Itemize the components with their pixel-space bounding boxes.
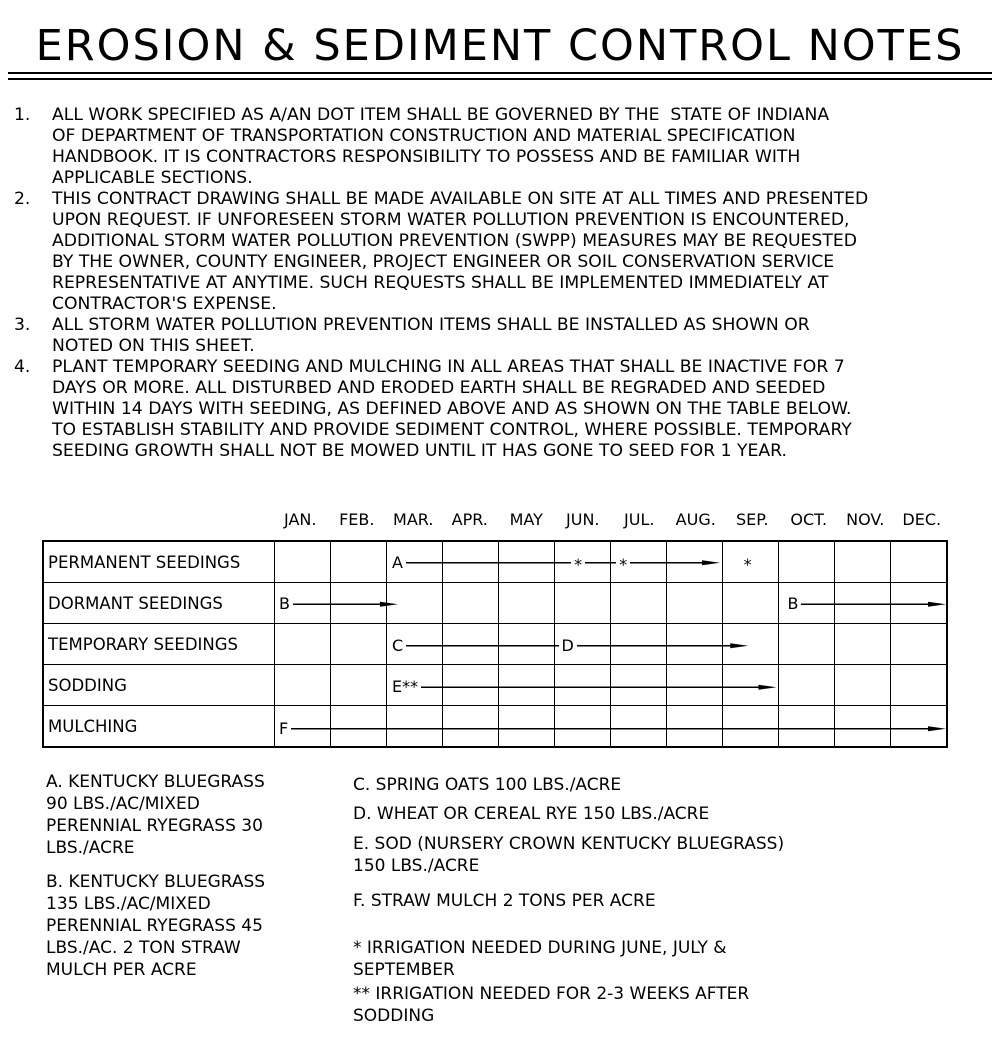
schedule-bar-mid-code: D — [559, 637, 577, 655]
seeding-schedule-table — [42, 540, 948, 748]
schedule-cell — [331, 624, 387, 665]
schedule-cell — [667, 665, 723, 706]
schedule-cell — [499, 706, 555, 748]
note-text: THIS CONTRACT DRAWING SHALL BE MADE AVAILABLE ON SITE AT ALL TIMES AND PRESENTED UPON REQUEST. IF UNFORESEEN STORM WATER POLLUTION PREVENTION IS ENCOUNTERED, ADDITIONAL STORM WATER POLLUTION PREVENTION (SWPP) MEASURES MAY BE REQUESTED BY THE OWNER, COUNTY ENGINEER, PROJECT ENGINEER OR SOIL CONSERVATION SERVICE REPRESENTATIVE AT ANYTIME. SUCH REQUESTS SHALL BE IMPLEMENTED IMMEDIATELY AT CONTRACTOR'S EXPENSE. — [52, 189, 869, 314]
note-text: PLANT TEMPORARY SEEDING AND MULCHING IN ALL AREAS THAT SHALL BE INACTIVE FOR 7 DAYS OR MORE. ALL DISTURBED AND ERODED EARTH SHALL BE REGRADED AND SEEDED WITHIN 14 DAYS WITH SEEDING, AS DEFINED ABOVE AND AS SHOWN ON THE TABLE BELOW. TO ESTABLISH STABILITY AND PROVIDE SEDIMENT CONTROL, WHERE POSSIBLE. TEMPORARY SEEDING GROWTH SHALL NOT BE MOWED UNTIL IT HAS GONE TO SEED FOR 1 YEAR. — [52, 357, 852, 461]
schedule-cell — [443, 665, 499, 706]
schedule-cell — [611, 706, 667, 748]
schedule-cell — [891, 624, 948, 665]
schedule-cell — [723, 706, 779, 748]
schedule-cell — [835, 541, 891, 583]
month-label: APR. — [451, 510, 488, 529]
schedule-cell — [667, 541, 723, 583]
schedule-cell — [387, 583, 443, 624]
note-text: ALL WORK SPECIFIED AS A/AN DOT ITEM SHALL BE GOVERNED BY THE STATE OF INDIANA OF DEPARTMENT OF TRANSPORTATION CONSTRUCTION AND MATERIAL SPECIFICATION HANDBOOK. IT IS CONTRACTORS RESPONSIBILITY TO POSSESS AND BE FAMILIAR WITH APPLICABLE SECTIONS. — [52, 105, 830, 188]
schedule-row-label: MULCHING — [43, 706, 275, 748]
schedule-row-label: SODDING — [43, 665, 275, 706]
schedule-cell — [555, 583, 611, 624]
schedule-cell — [835, 583, 891, 624]
legend-double-star-note: ** IRRIGATION NEEDED FOR 2-3 WEEKS AFTER SODDING — [353, 984, 750, 1026]
schedule-cell — [779, 624, 835, 665]
schedule-row-label: DORMANT SEEDINGS — [43, 583, 275, 624]
schedule-cell — [443, 541, 499, 583]
schedule-cell — [667, 624, 723, 665]
schedule-cell — [275, 541, 331, 583]
schedule-cell — [555, 624, 611, 665]
schedule-row — [43, 624, 947, 665]
schedule-cell — [891, 583, 948, 624]
schedule-row — [43, 541, 947, 583]
notes-list — [14, 105, 974, 462]
schedule-row — [43, 706, 947, 748]
schedule-cell — [835, 665, 891, 706]
schedule-cell — [275, 706, 331, 748]
schedule-bar-code: B — [276, 595, 293, 613]
schedule-cell — [611, 583, 667, 624]
irrigation-star-marker: * — [571, 556, 585, 574]
schedule-cell — [331, 541, 387, 583]
month-label: MAY — [509, 510, 543, 529]
schedule-cell — [331, 583, 387, 624]
schedule-cell — [611, 665, 667, 706]
schedule-cell — [331, 706, 387, 748]
schedule-cell — [387, 706, 443, 748]
schedule-cell — [611, 624, 667, 665]
schedule-cell — [387, 624, 443, 665]
irrigation-star-marker: * — [741, 556, 755, 574]
irrigation-star-marker: * — [616, 556, 630, 574]
schedule-row — [43, 665, 947, 706]
month-label: JAN. — [284, 510, 317, 529]
schedule-cell — [611, 541, 667, 583]
note-item — [14, 357, 974, 462]
month-label: DEC. — [902, 510, 942, 529]
note-number: 2. — [14, 189, 31, 209]
schedule-cell — [835, 706, 891, 748]
schedule-cell — [891, 706, 948, 748]
schedule-cell — [723, 583, 779, 624]
schedule-cell — [891, 541, 948, 583]
schedule-cell — [555, 706, 611, 748]
month-label: NOV. — [846, 510, 885, 529]
schedule-cell — [667, 583, 723, 624]
schedule-cell — [667, 706, 723, 748]
schedule-bar-code: C — [389, 637, 406, 655]
schedule-cell — [499, 624, 555, 665]
schedule-cell — [723, 665, 779, 706]
schedule-cell — [723, 624, 779, 665]
schedule-cell — [387, 541, 443, 583]
month-label: AUG. — [675, 510, 716, 529]
schedule-cell — [443, 583, 499, 624]
note-text: ALL STORM WATER POLLUTION PREVENTION ITEMS SHALL BE INSTALLED AS SHOWN OR NOTED ON THIS SHEET. — [52, 315, 810, 356]
month-label: FEB. — [339, 510, 375, 529]
month-label: SEP. — [735, 510, 769, 529]
schedule-cell — [779, 583, 835, 624]
note-number: 4. — [14, 357, 31, 377]
note-item — [14, 105, 974, 189]
schedule-row-label: PERMANENT SEEDINGS — [43, 541, 275, 583]
month-label: JUL. — [624, 510, 655, 529]
schedule-cell — [331, 665, 387, 706]
schedule-cell — [443, 624, 499, 665]
legend-star-note: * IRRIGATION NEEDED DURING JUNE, JULY & SEPTEMBER — [353, 938, 727, 980]
schedule-cell — [723, 541, 779, 583]
month-header — [0, 510, 1000, 532]
page-title: EROSION & SEDIMENT CONTROL NOTES — [35, 21, 965, 71]
schedule-cell — [275, 583, 331, 624]
schedule-cell — [499, 583, 555, 624]
schedule-cell — [499, 665, 555, 706]
month-label: OCT. — [790, 510, 828, 529]
schedule-cell — [555, 541, 611, 583]
schedule-cell — [779, 541, 835, 583]
schedule-cell — [779, 665, 835, 706]
schedule-cell — [779, 706, 835, 748]
schedule-cell — [275, 624, 331, 665]
month-label: JUN. — [566, 510, 600, 529]
legend-a: A. KENTUCKY BLUEGRASS 90 LBS./AC/MIXED PERENNIAL RYEGRASS 30 LBS./ACRE — [46, 772, 265, 858]
note-item — [14, 315, 974, 357]
schedule-cell — [555, 665, 611, 706]
schedule-bar-code: B — [785, 595, 802, 613]
title-underline-bottom — [8, 78, 992, 80]
schedule-row-label: TEMPORARY SEEDINGS — [43, 624, 275, 665]
note-item — [14, 189, 974, 315]
note-number: 1. — [14, 105, 31, 125]
schedule-cell — [499, 541, 555, 583]
schedule-row — [43, 583, 947, 624]
schedule-cell — [835, 624, 891, 665]
title-underline-top — [8, 72, 992, 74]
legend-c: C. SPRING OATS 100 LBS./ACRE — [353, 775, 622, 795]
schedule-cell — [443, 706, 499, 748]
legend-b: B. KENTUCKY BLUEGRASS 135 LBS./AC/MIXED PERENNIAL RYEGRASS 45 LBS./AC. 2 TON STRAW MULCH PER ACRE — [46, 872, 266, 980]
legend-e: E. SOD (NURSERY CROWN KENTUCKY BLUEGRASS) 150 LBS./ACRE — [353, 834, 785, 876]
schedule-cell — [275, 665, 331, 706]
month-label: MAR. — [393, 510, 434, 529]
schedule-cell — [387, 665, 443, 706]
note-number: 3. — [14, 315, 31, 335]
schedule-bar-code: F — [276, 720, 291, 738]
legend-f: F. STRAW MULCH 2 TONS PER ACRE — [353, 891, 656, 911]
legend-d: D. WHEAT OR CEREAL RYE 150 LBS./ACRE — [353, 804, 710, 824]
schedule-bar-code: A — [389, 554, 406, 572]
schedule-bar-code: E** — [389, 678, 421, 696]
schedule-cell — [891, 665, 948, 706]
